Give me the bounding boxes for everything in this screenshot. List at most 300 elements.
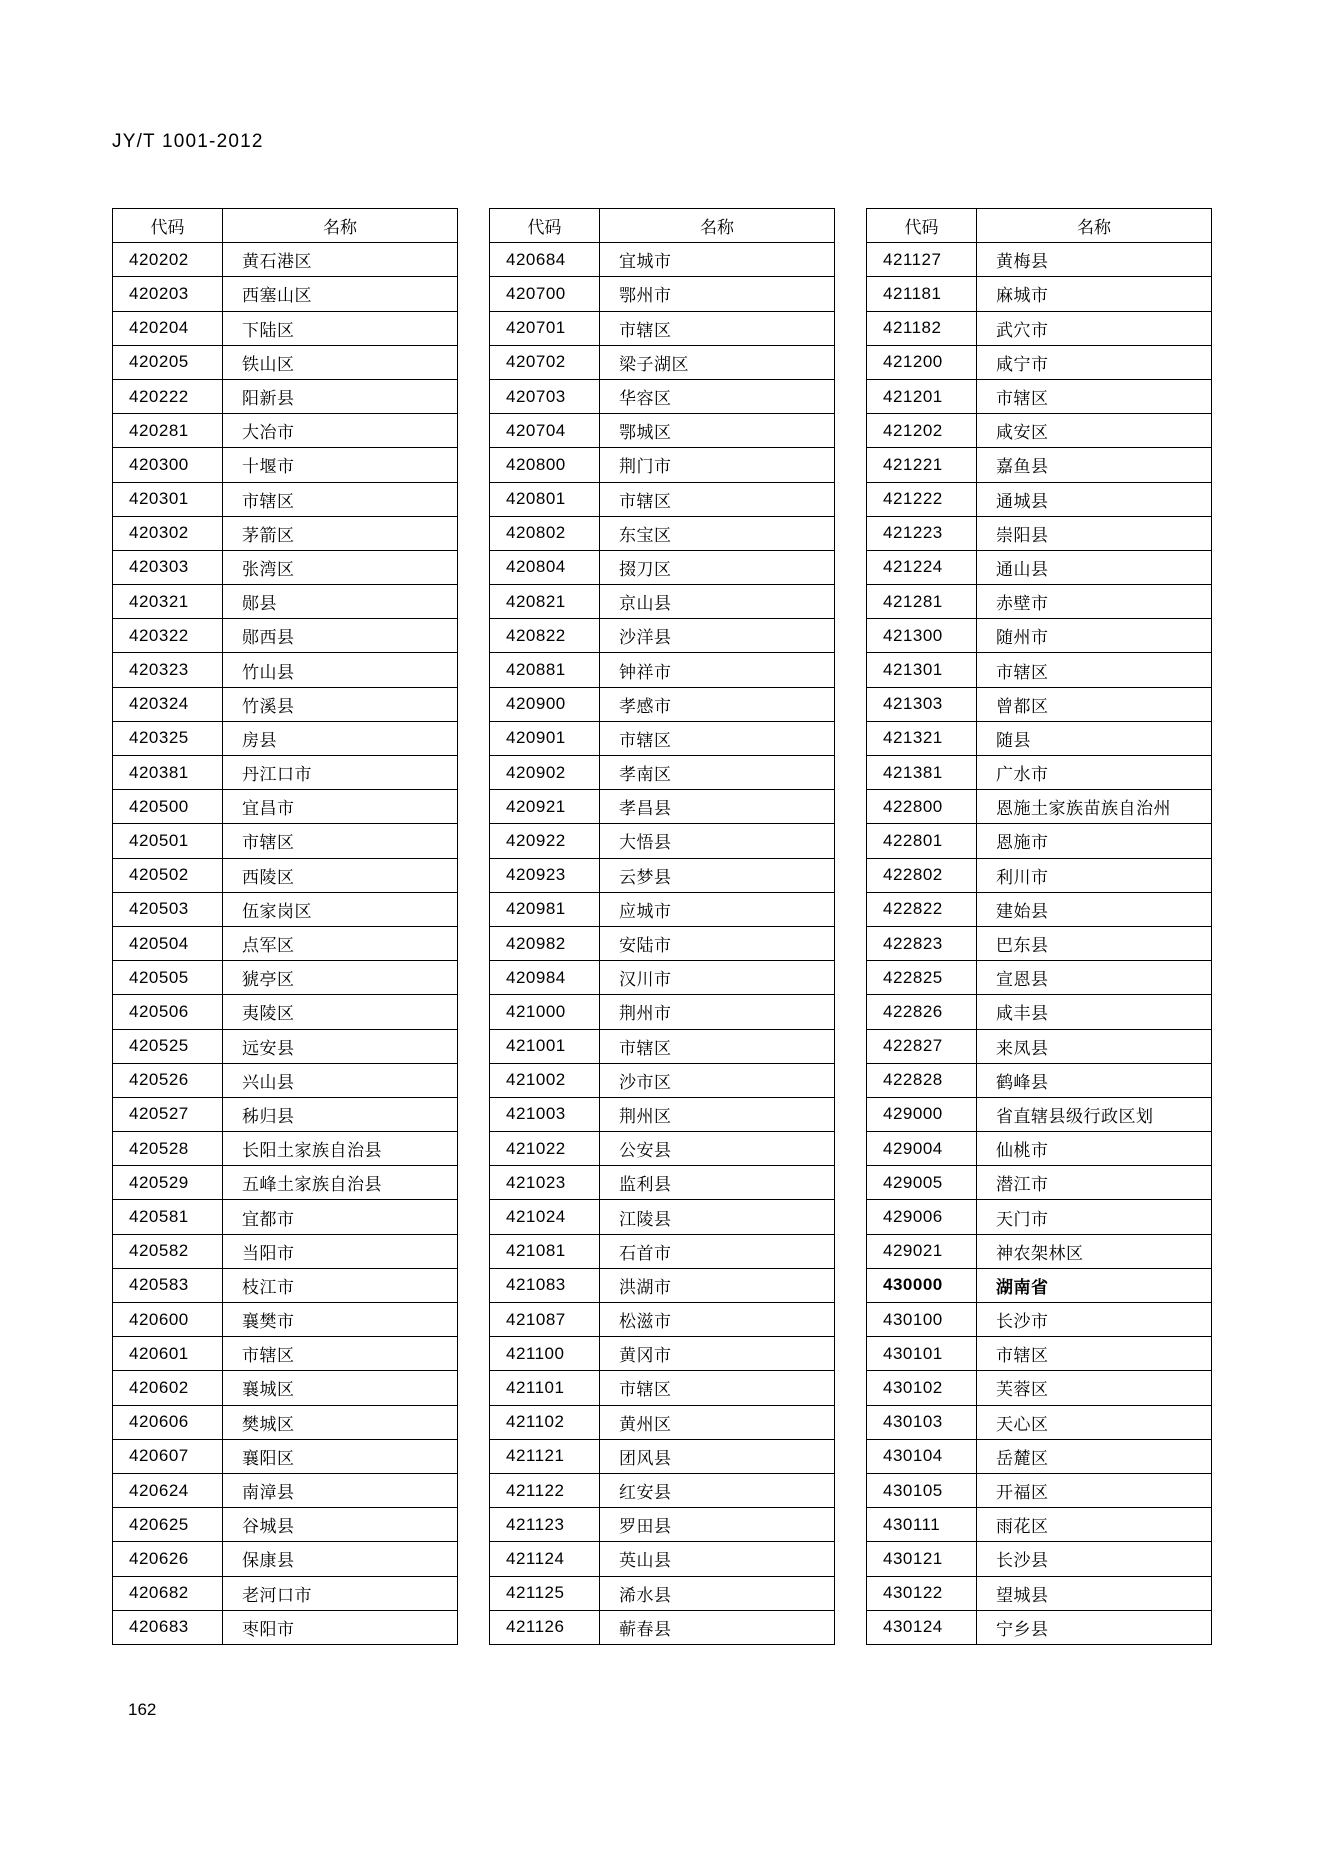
cell-name: 伍家岗区 [223, 892, 458, 926]
table-row [867, 1097, 1212, 1131]
cell-name: 保康县 [223, 1542, 458, 1576]
column-header-name: 名称 [600, 209, 835, 243]
cell-name: 安陆市 [600, 926, 835, 960]
table-row [867, 1405, 1212, 1439]
cell-code: 420526 [113, 1063, 223, 1097]
table-row [113, 345, 458, 379]
cell-code: 420900 [490, 687, 600, 721]
cell-code: 421301 [867, 653, 977, 687]
table-row [113, 858, 458, 892]
cell-code: 420922 [490, 824, 600, 858]
table-row [867, 1200, 1212, 1234]
cell-name: 茅箭区 [223, 516, 458, 550]
table-body-1 [113, 243, 458, 1645]
cell-name: 咸宁市 [977, 345, 1212, 379]
cell-name: 云梦县 [600, 858, 835, 892]
cell-code: 421202 [867, 414, 977, 448]
cell-name: 秭归县 [223, 1097, 458, 1131]
table-row [867, 311, 1212, 345]
cell-name: 曾都区 [977, 687, 1212, 721]
cell-code: 421222 [867, 482, 977, 516]
cell-name: 掇刀区 [600, 550, 835, 584]
table-row [113, 1439, 458, 1473]
table-row [490, 687, 835, 721]
table-row [113, 619, 458, 653]
table-row [113, 926, 458, 960]
cell-name: 赤壁市 [977, 585, 1212, 619]
table-row [867, 790, 1212, 824]
column-header-code: 代码 [113, 209, 223, 243]
table-row [867, 277, 1212, 311]
cell-name: 石首市 [600, 1234, 835, 1268]
cell-name: 市辖区 [600, 1029, 835, 1063]
table-row [490, 379, 835, 413]
cell-name: 老河口市 [223, 1576, 458, 1610]
cell-name: 阳新县 [223, 379, 458, 413]
cell-code: 420323 [113, 653, 223, 687]
cell-code: 421081 [490, 1234, 600, 1268]
table-row [867, 687, 1212, 721]
table-row [113, 311, 458, 345]
cell-name: 襄樊市 [223, 1303, 458, 1337]
cell-name: 随州市 [977, 619, 1212, 653]
table-row [490, 1303, 835, 1337]
cell-name: 郧西县 [223, 619, 458, 653]
cell-name: 天心区 [977, 1405, 1212, 1439]
cell-name: 长沙县 [977, 1542, 1212, 1576]
table-row [113, 1303, 458, 1337]
table-row [867, 1303, 1212, 1337]
cell-name: 随县 [977, 721, 1212, 755]
cell-name: 汉川市 [600, 961, 835, 995]
cell-name: 潜江市 [977, 1166, 1212, 1200]
cell-code: 421127 [867, 243, 977, 277]
cell-code: 421000 [490, 995, 600, 1029]
table-row [113, 1132, 458, 1166]
cell-name: 孝感市 [600, 687, 835, 721]
table-row [490, 448, 835, 482]
table-row [490, 1268, 835, 1302]
cell-name: 团风县 [600, 1439, 835, 1473]
cell-code: 420923 [490, 858, 600, 892]
cell-name: 咸丰县 [977, 995, 1212, 1029]
cell-code: 420502 [113, 858, 223, 892]
table-row [867, 858, 1212, 892]
cell-name: 罗田县 [600, 1508, 835, 1542]
table-row [490, 311, 835, 345]
cell-name: 荆州市 [600, 995, 835, 1029]
cell-code: 420624 [113, 1473, 223, 1507]
cell-name: 鄂州市 [600, 277, 835, 311]
table-row [867, 1029, 1212, 1063]
cell-name: 市辖区 [223, 482, 458, 516]
cell-name: 宜昌市 [223, 790, 458, 824]
cell-name: 下陆区 [223, 311, 458, 345]
cell-code: 421381 [867, 756, 977, 790]
cell-code: 429005 [867, 1166, 977, 1200]
table-row [490, 345, 835, 379]
cell-name: 江陵县 [600, 1200, 835, 1234]
cell-name: 嘉鱼县 [977, 448, 1212, 482]
cell-code: 420281 [113, 414, 223, 448]
cell-code: 420527 [113, 1097, 223, 1131]
column-header-code: 代码 [867, 209, 977, 243]
table-row [867, 721, 1212, 755]
table-row [113, 550, 458, 584]
table-row [490, 482, 835, 516]
cell-name: 红安县 [600, 1473, 835, 1507]
cell-name: 市辖区 [600, 482, 835, 516]
cell-name: 郧县 [223, 585, 458, 619]
cell-code: 420800 [490, 448, 600, 482]
cell-code: 421121 [490, 1439, 600, 1473]
table-row [867, 1337, 1212, 1371]
cell-code: 422828 [867, 1063, 977, 1097]
cell-name: 市辖区 [600, 311, 835, 345]
cell-name: 通城县 [977, 482, 1212, 516]
cell-code: 430000 [867, 1268, 977, 1302]
table-row [490, 756, 835, 790]
cell-code: 421101 [490, 1371, 600, 1405]
cell-code: 430101 [867, 1337, 977, 1371]
table-row [867, 995, 1212, 1029]
table-row [490, 1337, 835, 1371]
cell-code: 420501 [113, 824, 223, 858]
cell-code: 420528 [113, 1132, 223, 1166]
table-row [113, 1610, 458, 1644]
cell-code: 420701 [490, 311, 600, 345]
table-row [113, 1063, 458, 1097]
table-row [490, 653, 835, 687]
cell-code: 420704 [490, 414, 600, 448]
table-row [113, 414, 458, 448]
cell-name: 市辖区 [600, 721, 835, 755]
cell-code: 421125 [490, 1576, 600, 1610]
page-number: 162 [128, 1700, 157, 1719]
cell-name: 市辖区 [977, 1337, 1212, 1371]
code-table-column-1 [112, 208, 458, 1645]
table-row [490, 1097, 835, 1131]
cell-name: 兴山县 [223, 1063, 458, 1097]
cell-name: 雨花区 [977, 1508, 1212, 1542]
table-row [867, 414, 1212, 448]
cell-code: 430103 [867, 1405, 977, 1439]
table-row [113, 721, 458, 755]
table-row [867, 961, 1212, 995]
cell-name: 黄冈市 [600, 1337, 835, 1371]
cell-code: 421100 [490, 1337, 600, 1371]
cell-name: 猇亭区 [223, 961, 458, 995]
cell-code: 420506 [113, 995, 223, 1029]
table-row [490, 721, 835, 755]
cell-code: 421281 [867, 585, 977, 619]
table-row [867, 926, 1212, 960]
cell-code: 421201 [867, 379, 977, 413]
table-row [113, 1268, 458, 1302]
table-row [490, 995, 835, 1029]
table-row [113, 892, 458, 926]
cell-code: 420582 [113, 1234, 223, 1268]
table-row [867, 345, 1212, 379]
cell-name: 鹤峰县 [977, 1063, 1212, 1097]
cell-code: 430105 [867, 1473, 977, 1507]
table-row [113, 756, 458, 790]
cell-code: 420702 [490, 345, 600, 379]
cell-code: 421024 [490, 1200, 600, 1234]
table-row [113, 653, 458, 687]
cell-name: 仙桃市 [977, 1132, 1212, 1166]
table-row [113, 1029, 458, 1063]
cell-name: 樊城区 [223, 1405, 458, 1439]
cell-code: 421123 [490, 1508, 600, 1542]
cell-code: 420204 [113, 311, 223, 345]
cell-code: 422823 [867, 926, 977, 960]
cell-name: 公安县 [600, 1132, 835, 1166]
cell-code: 421083 [490, 1268, 600, 1302]
cell-name: 建始县 [977, 892, 1212, 926]
cell-name: 点军区 [223, 926, 458, 960]
cell-code: 420625 [113, 1508, 223, 1542]
cell-name: 浠水县 [600, 1576, 835, 1610]
cell-name: 市辖区 [223, 1337, 458, 1371]
cell-name: 华容区 [600, 379, 835, 413]
cell-name: 西陵区 [223, 858, 458, 892]
cell-code: 420881 [490, 653, 600, 687]
cell-code: 421181 [867, 277, 977, 311]
cell-code: 422827 [867, 1029, 977, 1063]
cell-name: 神农架林区 [977, 1234, 1212, 1268]
cell-code: 422826 [867, 995, 977, 1029]
cell-code: 420703 [490, 379, 600, 413]
cell-code: 420503 [113, 892, 223, 926]
table-row [113, 277, 458, 311]
cell-code: 420821 [490, 585, 600, 619]
cell-code: 420381 [113, 756, 223, 790]
cell-name: 京山县 [600, 585, 835, 619]
cell-code: 420600 [113, 1303, 223, 1337]
cell-code: 420700 [490, 277, 600, 311]
cell-code: 420301 [113, 482, 223, 516]
cell-code: 430111 [867, 1508, 977, 1542]
table-row [113, 790, 458, 824]
table-row [867, 1542, 1212, 1576]
cell-code: 420581 [113, 1200, 223, 1234]
table-body-3 [867, 243, 1212, 1645]
cell-name: 襄城区 [223, 1371, 458, 1405]
cell-name: 应城市 [600, 892, 835, 926]
table-row [867, 448, 1212, 482]
code-table-column-3 [866, 208, 1212, 1645]
cell-name: 远安县 [223, 1029, 458, 1063]
cell-name: 来凤县 [977, 1029, 1212, 1063]
cell-name: 宜都市 [223, 1200, 458, 1234]
cell-code: 421122 [490, 1473, 600, 1507]
table-row [113, 1405, 458, 1439]
table-header-row [490, 209, 835, 243]
cell-code: 420602 [113, 1371, 223, 1405]
cell-code: 422825 [867, 961, 977, 995]
cell-code: 421223 [867, 516, 977, 550]
table-row [867, 756, 1212, 790]
cell-code: 420682 [113, 1576, 223, 1610]
cell-code: 421303 [867, 687, 977, 721]
cell-name: 张湾区 [223, 550, 458, 584]
cell-code: 429006 [867, 1200, 977, 1234]
cell-code: 420822 [490, 619, 600, 653]
table-row [867, 1473, 1212, 1507]
table-row [867, 1439, 1212, 1473]
cell-code: 420202 [113, 243, 223, 277]
cell-name: 洪湖市 [600, 1268, 835, 1302]
table-row [867, 1371, 1212, 1405]
table-row [867, 516, 1212, 550]
cell-name: 黄州区 [600, 1405, 835, 1439]
table-row [490, 1439, 835, 1473]
table-body-2 [490, 243, 835, 1645]
cell-name: 巴东县 [977, 926, 1212, 960]
table-header-row [867, 209, 1212, 243]
cell-name: 竹溪县 [223, 687, 458, 721]
column-header-name: 名称 [977, 209, 1212, 243]
table-row [113, 1371, 458, 1405]
cell-code: 420984 [490, 961, 600, 995]
table-row [490, 414, 835, 448]
cell-code: 430124 [867, 1610, 977, 1644]
table-row [490, 1166, 835, 1200]
cell-name: 竹山县 [223, 653, 458, 687]
cell-name: 荆门市 [600, 448, 835, 482]
cell-name: 枣阳市 [223, 1610, 458, 1644]
cell-code: 421124 [490, 1542, 600, 1576]
cell-name: 大悟县 [600, 824, 835, 858]
table-row [490, 790, 835, 824]
code-tables-container [112, 208, 1212, 1645]
cell-name: 咸安区 [977, 414, 1212, 448]
cell-name: 望城县 [977, 1576, 1212, 1610]
cell-code: 421023 [490, 1166, 600, 1200]
cell-name: 市辖区 [600, 1371, 835, 1405]
cell-name: 通山县 [977, 550, 1212, 584]
cell-code: 420583 [113, 1268, 223, 1302]
cell-name: 谷城县 [223, 1508, 458, 1542]
cell-code: 420606 [113, 1405, 223, 1439]
cell-name: 黄石港区 [223, 243, 458, 277]
cell-name: 市辖区 [977, 653, 1212, 687]
cell-name: 麻城市 [977, 277, 1212, 311]
table-row [867, 653, 1212, 687]
cell-code: 420322 [113, 619, 223, 653]
cell-name: 市辖区 [223, 824, 458, 858]
cell-name: 湖南省 [977, 1268, 1212, 1302]
cell-code: 420325 [113, 721, 223, 755]
cell-name: 丹江口市 [223, 756, 458, 790]
table-row [490, 892, 835, 926]
cell-code: 420626 [113, 1542, 223, 1576]
cell-code: 429004 [867, 1132, 977, 1166]
cell-name: 黄梅县 [977, 243, 1212, 277]
cell-name: 英山县 [600, 1542, 835, 1576]
column-header-name: 名称 [223, 209, 458, 243]
cell-code: 429000 [867, 1097, 977, 1131]
cell-code: 421200 [867, 345, 977, 379]
table-row [490, 961, 835, 995]
cell-name: 孝南区 [600, 756, 835, 790]
cell-code: 420921 [490, 790, 600, 824]
cell-name: 钟祥市 [600, 653, 835, 687]
table-row [867, 1508, 1212, 1542]
cell-code: 421126 [490, 1610, 600, 1644]
cell-name: 沙市区 [600, 1063, 835, 1097]
cell-code: 422800 [867, 790, 977, 824]
table-row [113, 961, 458, 995]
table-row [113, 243, 458, 277]
cell-name: 夷陵区 [223, 995, 458, 1029]
cell-code: 421003 [490, 1097, 600, 1131]
cell-code: 420684 [490, 243, 600, 277]
table-row [113, 1234, 458, 1268]
cell-name: 宜城市 [600, 243, 835, 277]
cell-name: 利川市 [977, 858, 1212, 892]
cell-code: 420321 [113, 585, 223, 619]
table-row [490, 824, 835, 858]
table-row [867, 1166, 1212, 1200]
cell-code: 420504 [113, 926, 223, 960]
table-row [113, 687, 458, 721]
cell-name: 恩施市 [977, 824, 1212, 858]
cell-name: 荆州区 [600, 1097, 835, 1131]
table-row [113, 1576, 458, 1610]
cell-code: 420302 [113, 516, 223, 550]
table-row [113, 1473, 458, 1507]
table-row [490, 1508, 835, 1542]
cell-name: 省直辖县级行政区划 [977, 1097, 1212, 1131]
cell-code: 420500 [113, 790, 223, 824]
cell-name: 房县 [223, 721, 458, 755]
cell-name: 广水市 [977, 756, 1212, 790]
document-standard-number: JY/T 1001-2012 [112, 131, 264, 152]
code-table-column-2 [489, 208, 835, 1645]
cell-name: 开福区 [977, 1473, 1212, 1507]
table-row [113, 516, 458, 550]
cell-name: 西塞山区 [223, 277, 458, 311]
cell-name: 芙蓉区 [977, 1371, 1212, 1405]
table-row [490, 1610, 835, 1644]
table-row [113, 1166, 458, 1200]
table-row [867, 892, 1212, 926]
table-row [490, 858, 835, 892]
table-row [113, 482, 458, 516]
cell-name: 监利县 [600, 1166, 835, 1200]
cell-code: 421001 [490, 1029, 600, 1063]
cell-code: 420901 [490, 721, 600, 755]
table-row [867, 1610, 1212, 1644]
cell-name: 大冶市 [223, 414, 458, 448]
table-row [867, 585, 1212, 619]
cell-code: 430122 [867, 1576, 977, 1610]
cell-code: 421321 [867, 721, 977, 755]
cell-code: 422822 [867, 892, 977, 926]
cell-code: 421300 [867, 619, 977, 653]
table-row [490, 1234, 835, 1268]
cell-name: 孝昌县 [600, 790, 835, 824]
table-row [490, 1200, 835, 1234]
cell-code: 430104 [867, 1439, 977, 1473]
cell-code: 421221 [867, 448, 977, 482]
table-row [490, 1405, 835, 1439]
table-row [490, 1029, 835, 1063]
table-row [867, 550, 1212, 584]
table-row [113, 1508, 458, 1542]
